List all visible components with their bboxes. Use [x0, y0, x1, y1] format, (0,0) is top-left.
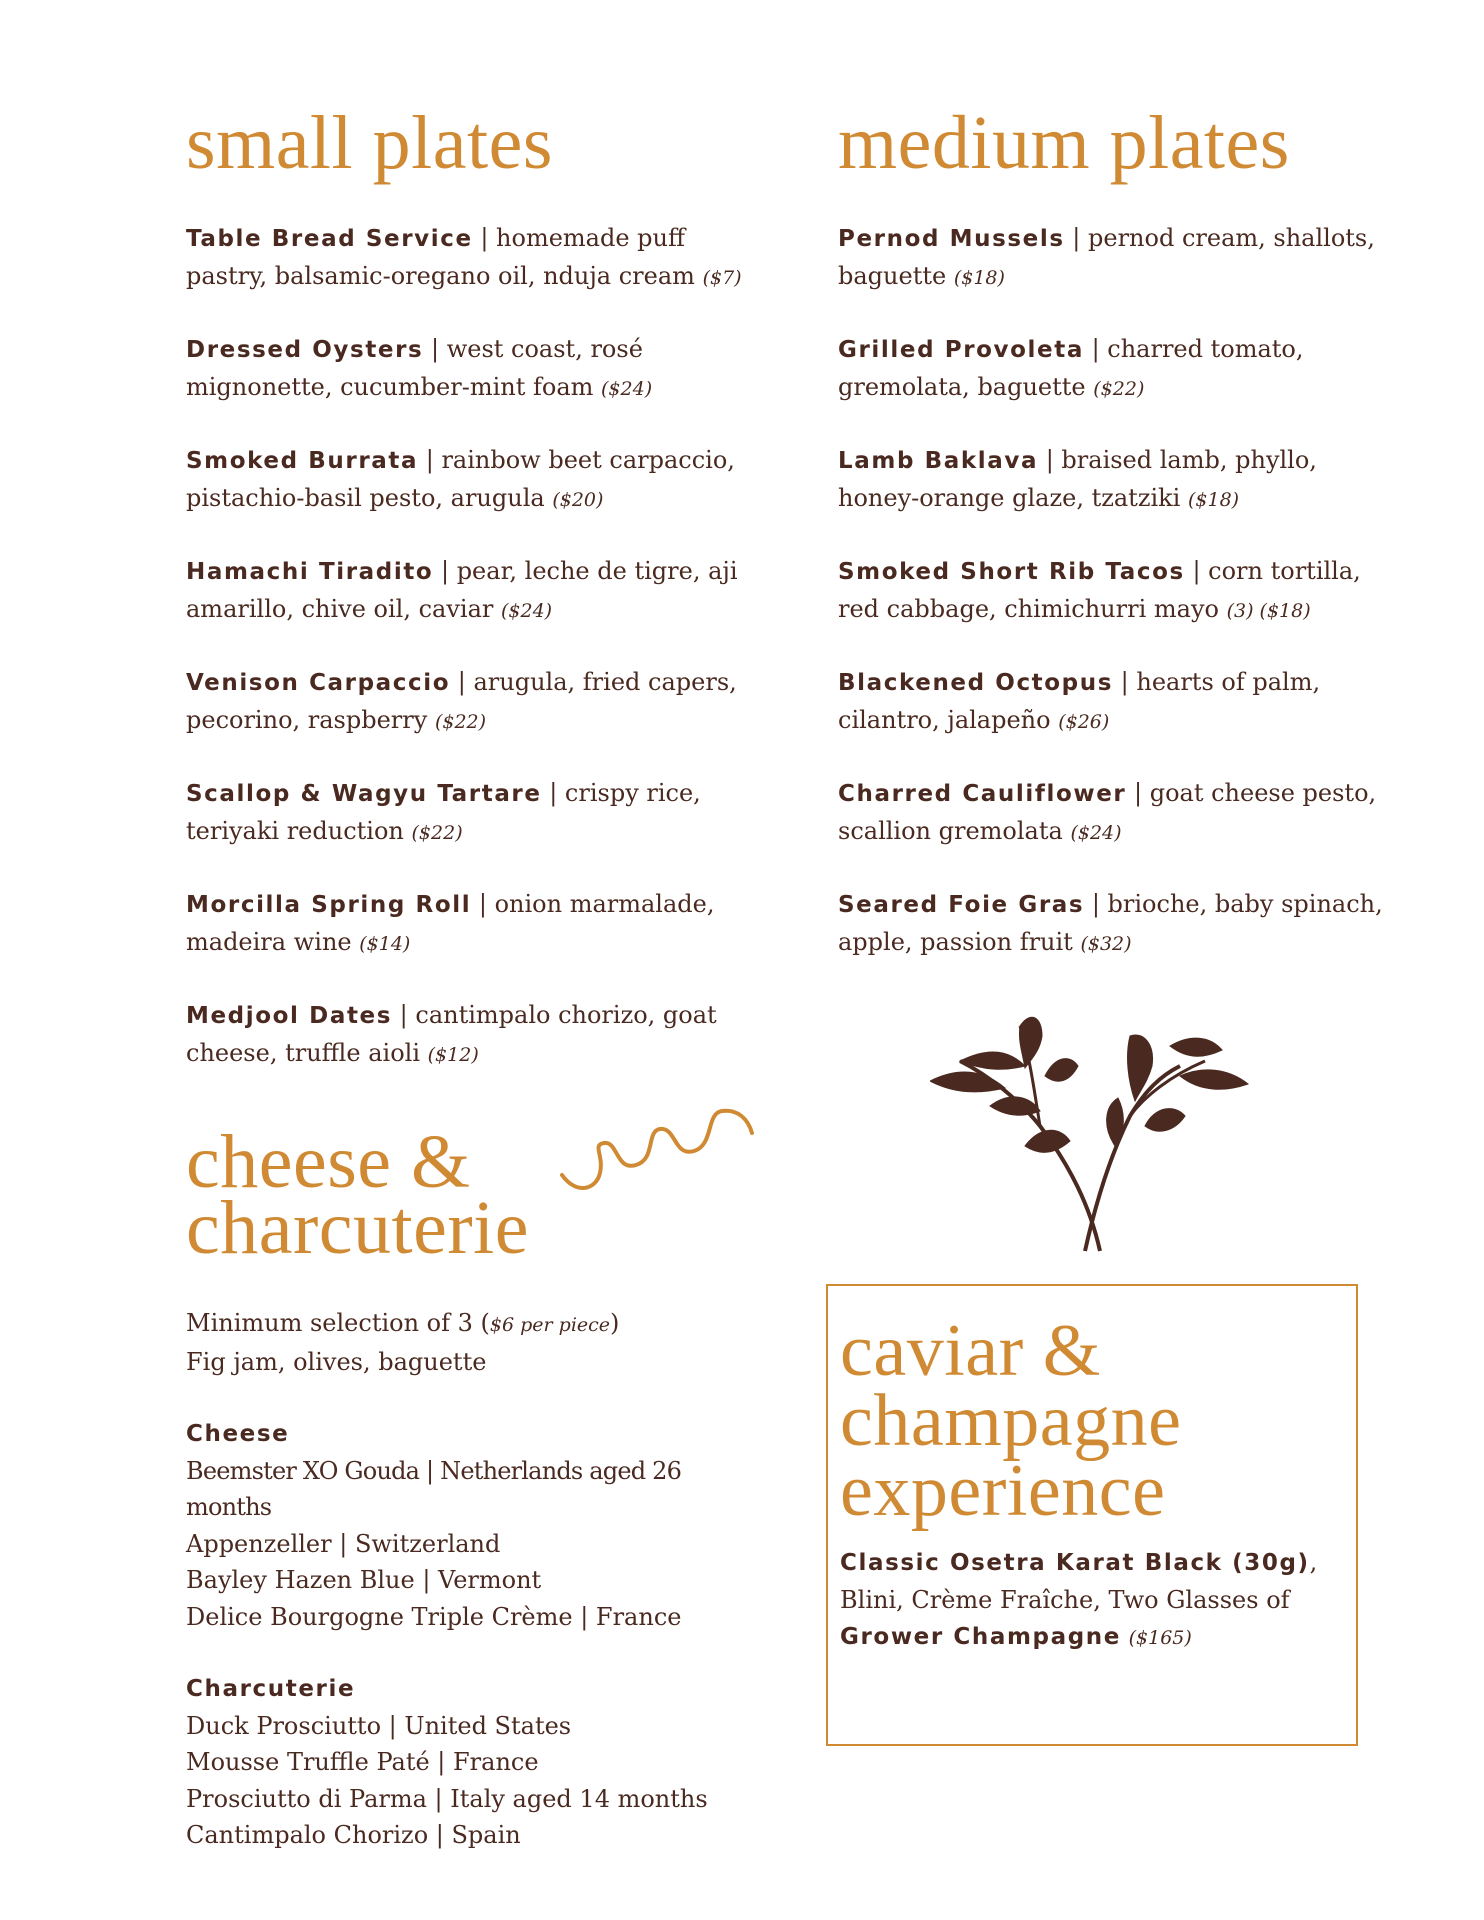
- list-item: Bayley Hazen Blue | Vermont: [186, 1566, 542, 1594]
- item-name: Table Bread Service: [186, 226, 473, 252]
- menu-item: [186, 664, 766, 740]
- list-item: Duck Prosciutto | United States: [186, 1711, 572, 1740]
- small-plates-title: small plates: [186, 101, 553, 185]
- small-plates-list: [186, 220, 766, 1073]
- list-item: Beemster XO Gouda | Netherlands aged 26 months: [186, 1456, 682, 1521]
- item-desc: | pernod cream, shallots, baguette: [838, 224, 1375, 290]
- item-desc: | onion marmalade, madeira wine: [186, 890, 715, 956]
- item-desc: | pear, leche de tigre, aji amarillo, chive oil, caviar: [186, 557, 738, 623]
- menu-item: [838, 886, 1398, 962]
- menu-item: [186, 442, 766, 518]
- list-item: Prosciutto di Parma | Italy aged 14 months: [186, 1784, 708, 1813]
- item-price: ($18): [1187, 488, 1240, 511]
- item-name: Smoked Short Rib Tacos: [838, 559, 1185, 585]
- menu-item: [186, 886, 766, 962]
- charcuterie-heading: Charcuterie: [186, 1676, 356, 1702]
- item-desc: | homemade puff pastry, balsamic-oregano oil, nduja cream: [186, 224, 703, 290]
- menu-item: [186, 997, 766, 1073]
- item-name: Lamb Baklava: [838, 448, 1039, 474]
- item-desc: | west coast, rosé mignonette, cucumber-mint foam: [186, 335, 643, 401]
- menu-item: [838, 553, 1398, 629]
- item-desc: | rainbow beet carpaccio, pistachio-basil pesto, arugula: [186, 446, 735, 512]
- list-item: Cantimpalo Chorizo | Spain: [186, 1821, 521, 1849]
- menu-item: [838, 664, 1398, 740]
- item-name: Seared Foie Gras: [838, 892, 1085, 918]
- item-price: ($18): [953, 266, 1005, 289]
- item-price: ($165): [1128, 1627, 1192, 1649]
- squiggle-line: [556, 1085, 756, 1195]
- item-desc: | arugula, fried capers, pecorino, raspberry: [186, 668, 737, 734]
- menu-item: [838, 442, 1398, 518]
- left-column: [186, 101, 766, 1854]
- cheese-list: [186, 1453, 766, 1636]
- medium-plates-title: medium plates: [838, 101, 1290, 185]
- title-line: experience: [840, 1450, 1166, 1532]
- menu-item: [838, 331, 1398, 407]
- charcuterie-list: [186, 1708, 766, 1854]
- item-name: Morcilla Spring Roll: [186, 892, 472, 918]
- title-line: champagne: [840, 1380, 1182, 1462]
- item-desc: | brioche, baby spinach, apple, passion fruit: [838, 890, 1383, 956]
- intro-close: ): [610, 1309, 620, 1337]
- item-desc: | braised lamb, phyllo, honey-orange glaze, tzatziki: [838, 446, 1317, 512]
- item-name: Pernod Mussels: [838, 226, 1065, 252]
- menu-item: [838, 775, 1398, 851]
- item-desc: | cantimpalo chorizo, goat cheese, truffle aioli: [186, 1001, 717, 1067]
- item-desc: | hearts of palm, cilantro, jalapeño: [838, 668, 1321, 734]
- item-price: ($24): [601, 377, 653, 400]
- menu-item: [186, 220, 766, 296]
- item-name: Classic Osetra Karat Black (30g): [840, 1550, 1310, 1576]
- list-item: Mousse Truffle Paté | France: [186, 1748, 539, 1776]
- item-name: Venison Carpaccio: [186, 670, 451, 696]
- item-price: ($24): [1070, 821, 1122, 844]
- item-price: ($32): [1080, 932, 1132, 955]
- item-price: ($26): [1058, 710, 1110, 733]
- medium-plates-list: [838, 220, 1398, 962]
- item-price: ($14): [359, 932, 411, 955]
- item-name: Grilled Provoleta: [838, 337, 1084, 363]
- list-item: Appenzeller | Switzerland: [186, 1529, 501, 1558]
- item-desc: | goat cheese pesto, scallion gremolata: [838, 779, 1377, 845]
- intro-text: Minimum selection of 3 (: [186, 1309, 490, 1337]
- item-name: Dressed Oysters: [186, 337, 424, 363]
- item-price: ($22): [411, 821, 463, 844]
- caviar-title: [840, 1310, 1182, 1532]
- menu-item: [186, 553, 766, 629]
- item-price: ($24): [501, 599, 553, 622]
- title-line: charcuterie: [186, 1186, 530, 1270]
- item-price: ($22): [1093, 377, 1145, 400]
- leaf-sprig-icon: [930, 1006, 1250, 1256]
- intro-price: $6 per piece: [489, 1314, 611, 1336]
- item-desc: | corn tortilla, red cabbage, chimichurri mayo: [838, 557, 1361, 623]
- item-name: Blackened Octopus: [838, 670, 1114, 696]
- right-column: [838, 101, 1398, 997]
- title-line: caviar &: [840, 1310, 1101, 1392]
- cheese-heading: Cheese: [186, 1421, 290, 1447]
- item-name: Grower Champagne: [840, 1624, 1121, 1650]
- item-price: ($12): [427, 1043, 479, 1066]
- item-price: ($7): [702, 266, 742, 289]
- item-price: ($20): [552, 488, 604, 511]
- intro-text: Fig jam, olives, baguette: [186, 1347, 487, 1376]
- caviar-description: [840, 1544, 1340, 1657]
- item-name: Medjool Dates: [186, 1003, 393, 1029]
- item-name: Smoked Burrata: [186, 448, 419, 474]
- caviar-champagne-box: [826, 1284, 1358, 1746]
- cheese-intro: [186, 1305, 766, 1380]
- menu-item: [186, 331, 766, 407]
- title-line: cheese &: [186, 1120, 471, 1204]
- item-name: Hamachi Tiradito: [186, 559, 434, 585]
- item-desc: | crispy rice, teriyaki reduction: [186, 779, 701, 845]
- item-desc: | charred tomato, gremolata, baguette: [838, 335, 1304, 401]
- item-desc: , Blini, Crème Fraîche, Two Glasses of: [840, 1548, 1318, 1614]
- menu-item: [186, 775, 766, 851]
- item-name: Scallop & Wagyu Tartare: [186, 781, 542, 807]
- item-name: Charred Cauliflower: [838, 781, 1127, 807]
- list-item: Delice Bourgogne Triple Crème | France: [186, 1602, 682, 1631]
- item-price: (3) ($18): [1226, 599, 1311, 622]
- menu-item: [838, 220, 1398, 296]
- item-price: ($22): [434, 710, 487, 733]
